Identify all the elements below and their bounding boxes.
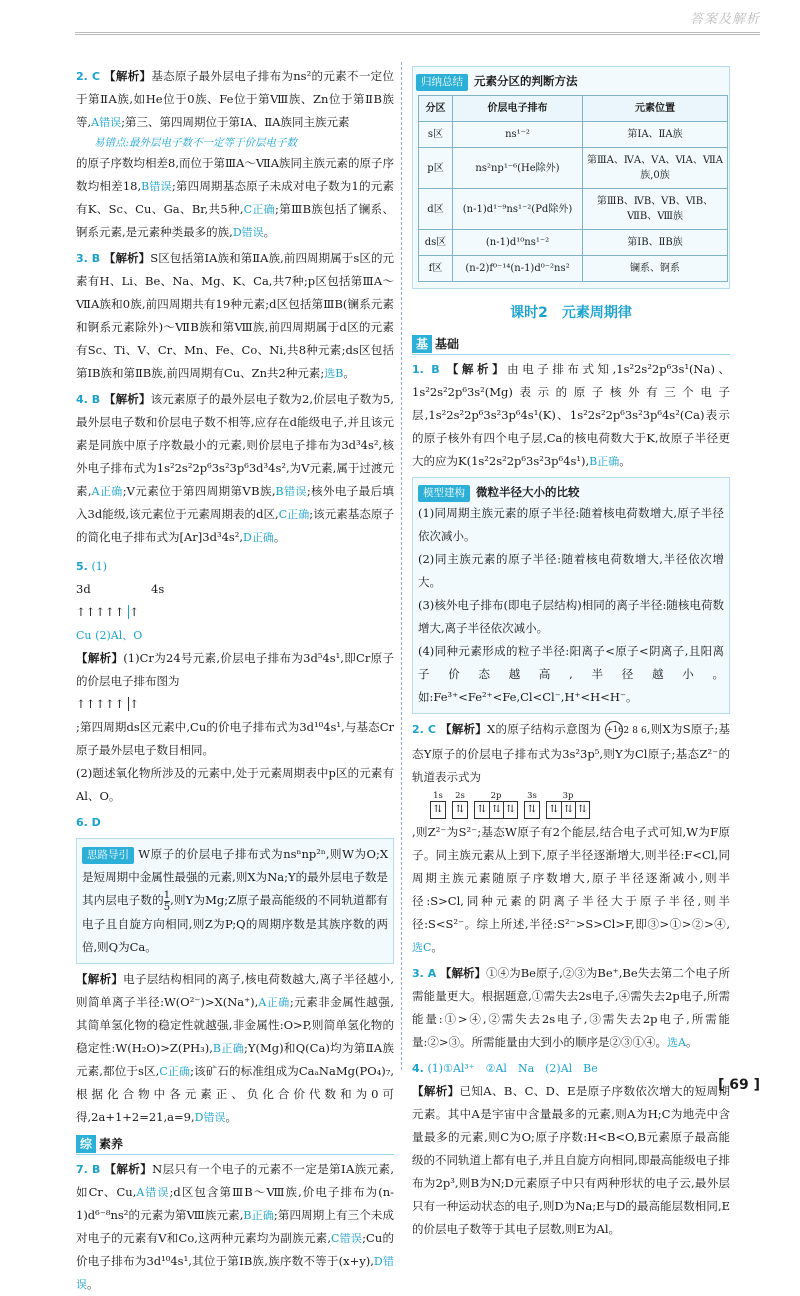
analysis-tag: 【解析】 — [439, 722, 488, 736]
orbital-label: 2s — [455, 791, 465, 801]
text: 已知A、B、C、D、E是原子序数依次增大的短周期元素。其中A是宇宙中含量最多的元素,则A为H;C为地壳中含量最多的元素,则C为O;原子序数:H<B<O,B元素原子最高能级的不同轨道上都有电子,并且自旋方向相同,即最高能级电子排布为2p³,则B为N;D元素原子中只有两种形状的电子云,最外层只有一种运动状态的电子,则D为Na;E与D的最高能层数相同,E的价层电子数等于其电子层数,则E为Al。 — [412, 1084, 730, 1236]
zone-table — [418, 95, 728, 282]
text: ;第四周期ds区元素中,Cu的价电子排布式为3d¹⁰4s¹,与基态Cr原子最外层电子数目相同。 — [76, 720, 394, 757]
question-number: 7. B — [76, 1162, 101, 1176]
pitfall-note: 易错点:最外层电子数不一定等于价层电子数 — [94, 137, 298, 149]
text: ;元素非金属性越强,其简单氢化物的稳定性就越强,非金属性:O>P,则简单氢化物的稳定性:W(H₂O)>Z(PH₃), — [76, 994, 394, 1055]
table-cell: p区 — [419, 148, 453, 189]
analysis-tag: 【解析】 — [412, 1084, 460, 1098]
verdict: B错误 — [275, 485, 307, 498]
table-cell: 元素位置 — [583, 96, 728, 122]
text: ①④为Be原子,②③为Be⁺,Be失去第二个电子所需能量更大。根据题意,①需失去2s电子,④需失去2p电子,所需能量:①>④,②需失去2s电子,③需失去2p电子,所需能量:②>③。所需能量由大到小的顺序是②③①④。 — [412, 966, 730, 1049]
column-divider — [401, 62, 402, 1070]
verdict: C正确 — [243, 203, 276, 216]
table-row — [419, 148, 728, 189]
text: 基态原子最外层电子排布为ns²的元素不一定位于第ⅡA族,如He位于0族、Fe位于第Ⅷ族、Zn位于第ⅡB族等, — [76, 69, 394, 129]
text: ;d区包含第ⅢB～Ⅷ族,价电子排布为(n-1)d⁶⁻⁸ns²的元素为第Ⅷ族元素, — [76, 1184, 394, 1222]
electron-shells: 2 8 6 — [623, 726, 647, 736]
summary-box — [412, 66, 730, 289]
verdict: B正确 — [212, 1041, 244, 1055]
text: ,则Z²⁻为S²⁻;基态W原子有2个能层,结合电子式可知,W为F原子。同主族元素从上到下,原子半径逐渐增大,则半径:F<Cl,同周期主族元素随原子序数增大,原子半径逐渐减小,则半径:S>Cl,同种元素的阴离子半径大于原子半径,则半径:S<S²⁻。综上所述,半径:S²⁻>S>Cl>F,即③>①>②>④, — [412, 825, 730, 931]
verdict: A错误 — [136, 1185, 170, 1199]
table-cell: d区 — [419, 189, 453, 230]
table-cell: 第ⅠA、ⅡA族 — [583, 122, 728, 148]
question-3-left — [76, 247, 394, 385]
text: ,则Y为Mg;Z原子最高能级的不同轨道都有电子且自旋方向相同,则Z为P;Q的周期序数是其族序数的两倍,则Q为Ca。 — [82, 893, 389, 954]
verdict: C错误 — [331, 1231, 363, 1245]
question-2-right-cont — [412, 821, 730, 959]
question-5-answer — [76, 555, 394, 578]
verdict: B错误 — [141, 180, 172, 193]
section-tag: 基 — [412, 335, 432, 353]
text: 。 — [263, 225, 276, 239]
orbital-label: 3d — [76, 582, 91, 596]
text: 由电子排布式知,1s²2s²2p⁶3s¹(Na)、1s²2s²2p⁶3s²(Mg)表示的原子核外有三个电子层,1s²2s²2p⁶3s²3p⁶4s¹(K)、1s²2s²2p⁶3s²3p⁶4s²(Ca)表示的原子核外有四个电子层,Ca的核电荷数大于K,故原子半径更大的应为K(1s²2s²2p⁶3s²3p⁶4s¹), — [412, 362, 731, 468]
table-row — [419, 189, 728, 230]
guide-box — [76, 838, 394, 964]
section-name: 基础 — [435, 337, 460, 351]
text: 。 — [273, 530, 286, 544]
atom-nucleus: +16 — [605, 721, 623, 739]
table-cell: (n-1)d¹⁻⁹ns¹⁻²(Pd除外) — [453, 189, 583, 230]
verdict: B正确 — [243, 1208, 274, 1222]
fraction-numerator: 1 — [163, 889, 171, 901]
analysis-tag: 【解析】 — [104, 69, 152, 83]
model-item: (2)同主族元素的原子半径:随着核电荷数增大,半径依次增大。 — [418, 552, 724, 589]
model-title: 微粒半径大小的比较 — [476, 485, 580, 499]
answer-text: (1)①Al³⁺ ②Al Na (2)Al Be — [427, 1062, 598, 1075]
table-cell: 分区 — [419, 96, 453, 122]
question-2-right — [412, 718, 730, 789]
text: 。 — [87, 1276, 99, 1291]
table-cell: 镧系、锕系 — [583, 256, 728, 282]
table-cell: (n-2)f⁰⁻¹⁴(n-1)d⁰⁻²ns² — [453, 256, 583, 282]
table-header-row — [419, 96, 728, 122]
text: (1)Cr为24号元素,价层电子排布为3d⁵4s¹,即Cr原子的价层电子排布图为 — [76, 651, 394, 688]
table-row — [419, 230, 728, 256]
text: 电子层结构相同的离子,核电荷数越大,离子半径越小,则简单离子半径:W(O²⁻)>X(Na⁺), — [76, 971, 395, 1009]
verdict: D正确 — [243, 531, 274, 544]
verdict: 选B — [324, 367, 344, 380]
model-item: (4)同种元素形成的粒子半径:阳离子<原子<阴离子,且阳离子价态越高,半径越小。如:Fe³⁺<Fe²⁺<Fe,Cl<Cl⁻,H⁺<H<H⁻。 — [418, 644, 724, 704]
text: 。 — [431, 940, 443, 954]
left-column: 2. C 【解析】基态原子最外层电子排布为ns²的元素不一定位于第ⅡA族,如He位于0族、Fe位于第Ⅷ族、Zn位于第ⅡB族等,A错误;第三、第四周期位于第ⅠA、ⅡA族同主族元素 易错点:最外层电子数不一定等于价层电子数 的原子序数均相差8,而位于第ⅢA～ⅦA族同主族元素的原子序数均相差18,B错误;第四周期基态原子未成对电子数为1的元素有K、Sc、Cu、Ga、Br,共5种,C正确;第ⅢB族包括了镧系、锕系元素,是元素种类最多的族,D错误。 3. B 【解析】S区包括第ⅠA族和第ⅡA族,前四周期属于s区的元素有H、Li、Be、Na、Mg、K、Ca,共7种;p区包括第ⅢA～ⅦA族和0族,前四周期共有19种元素;d区包括第ⅢB(镧系元素和锕系元素除外)～ⅦB族和第Ⅷ族,前四周期属于d区的元素有Sc、Ti、V、Cr、Mn、Fe、Co、Ni,共8种元素;ds区包括第ⅠB族和第ⅡB族,前四周期有Cu、Zn共2种元素;选B。 4. B 【解析】该元素原子的最外层电子数为2,价层电子数为5,最外层电子数和价层电子数不相等,应存在d能级电子,并且该元素是同族中原子序数最小的元素,则价层电子排布为3d³4s²,核外电子排布式为1s²2s²2p⁶3s²3p⁶3d³4s²,为V元素,属于过渡元素,A正确;V元素位于第四周期第ⅤB族,B错误;核外电子最后填入3d能级,该元素位于元素周期表的d区,C正确;该元素基态原子的简化电子排布式为[Ar]3d³4s²,D正确。 5. (1) 3d 4s ↑↑↑↑↑ ↑ Cu (2)Al、O 【解析】(1)Cr为24号元素,价层电子排布为3d⁵4s¹,即Cr原子的价层电子排布图为 ↑↑↑↑↑ ↑ ;第四周期ds区元素中,Cu的价电子排布式为3d¹⁰4s¹,与基态Cr原子最外层电子数目相同。 (2)题述氧化物所涉及的元素中,处于元素周期表中p区的元素有Al、O。 6. D 思路导引 W原子的价层电子排布式为nsⁿnp²ⁿ,则W为O;X是短周期中金属性最强的元素,则X为Na;Y的最外层电子数是其内层电子数的 $\frac{1}{5}$,则Y为Mg;Z原子最高能级的不同轨道都有电子且自旋方向相同,则Z为P;Q的周期序数是其族序数的两倍,则Q为Ca。 【解析】电子层结构相同的离子,核电荷数越大,离子半径越小,则简单离子半径:W(O²⁻)>X(Na⁺),A正确;元素非金属性越强,其简单氢化物的稳定性就越强,非金属性:O>P,则简单氢化物的稳定性:W(H₂O)>Z(PH₃),B正确;Y(Mg)和Q(Ca)均为第ⅡA族元素,都位于s区,C正确;该矿石的标准组成为CaₐNaMg(PO₄)₇,根据化合物中各元素正、负化合价代数和为0可得,2a+1+2=21,a=9,D错误。 综 素养 7. B 【解析】N层只有一个电子的元素不一定是第ⅠA族元素,如Cr、Cu,A错误;d区包含第ⅢB～Ⅷ族,价电子排布为(n-1)d⁶⁻⁸ns²的元素为第Ⅷ族元素,B正确;第四周期上有三个未成对电子的元素有V和Co,这两种元素均为副族元素,C错误;Cu的价电子排布为3d¹⁰4s¹,其位于第ⅠB族,族序数不等于(x+y),D错误。 — [76, 62, 394, 1296]
text: ;第四周期基态原子未成对电子数为1的元素有K、Sc、Cu、Ga、Br,共5种, — [76, 179, 394, 216]
section-tag: 综 — [76, 1135, 96, 1153]
orbital-label: 3p — [562, 791, 574, 801]
orbital-1s: 1s ⇅ — [430, 791, 446, 819]
orbital-label: 2p — [490, 791, 502, 801]
text: ;该元素基态原子的简化电子排布式为[Ar]3d³4s², — [76, 507, 394, 544]
question-1-right — [412, 358, 730, 473]
analysis-tag: 【解析】 — [76, 971, 124, 986]
fraction-denominator: 5 — [163, 901, 171, 913]
text: ,则X为S原子;基态Y原子的价层电子排布式为3s²3p⁵,则Y为Cl原子;基态Z²⁻的轨道表示式为 — [412, 722, 731, 784]
analysis-tag: 【解析】 — [446, 362, 508, 376]
section-basic — [412, 334, 730, 355]
question-number: 5. — [76, 560, 88, 573]
orbital-2p: 2p ⇅ ⇅ ⇅ — [474, 791, 518, 819]
text: 该元素原子的最外层电子数为2,价层电子数为5,最外层电子数和价层电子数不相等,应存在d能级电子,并且该元素是同族中原子序数最小的元素,则价层电子排布为3d³4s²,核外电子排布式为1s²2s²2p⁶3s²3p⁶3d³4s²,为V元素,属于过渡元素, — [76, 392, 395, 498]
text: N层只有一个电子的元素不一定是第ⅠA族元素,如Cr、Cu, — [76, 1161, 395, 1199]
orbital-2s: 2s ⇅ — [452, 791, 468, 819]
text: 。 — [685, 1035, 698, 1049]
orbital-label: 1s — [433, 791, 443, 801]
verdict: C正确 — [278, 508, 310, 521]
analysis-tag: 【解析】 — [104, 1161, 153, 1176]
verdict: A错误 — [91, 116, 122, 129]
verdict: 选C — [412, 941, 432, 954]
question-2-left — [76, 65, 394, 134]
question-6-num — [76, 811, 394, 834]
text: ;第三、第四周期位于第ⅠA、ⅡA族同主族元素 — [121, 115, 350, 129]
verdict: C正确 — [159, 1064, 191, 1078]
text: 。 — [619, 454, 631, 468]
analysis-tag: 【解析】 — [104, 392, 151, 406]
text: ;Cu的价电子排布为3d¹⁰4s¹,其位于第ⅠB族,族序数不等于(x+y), — [76, 1230, 394, 1268]
question-3-right — [412, 962, 730, 1054]
verdict: 选A — [667, 1036, 686, 1049]
text: X的原子结构示意图为 — [487, 722, 602, 736]
question-number: 4. B — [76, 393, 101, 406]
orbital-3p: 3p ⇅ ⇅ ⇅ — [546, 791, 590, 819]
text: W原子的价层电子排布式为nsⁿnp²ⁿ,则W为O;X是短周期中金属性最强的元素,则X为Na;Y的最外层电子数是其内层电子数的 — [82, 847, 389, 907]
text: ;V元素位于第四周期第ⅤB族, — [122, 484, 276, 498]
answer-text: (1) — [91, 560, 108, 573]
answer-text: Cu — [76, 629, 92, 642]
model-box — [412, 477, 730, 714]
question-number: 3. B — [76, 252, 101, 265]
question-number: 2. C — [76, 70, 101, 83]
question-number: 6. D — [76, 816, 101, 829]
table-cell: ns²np¹⁻⁶(He除外) — [453, 148, 583, 189]
table-cell: ns¹⁻² — [453, 122, 583, 148]
verdict: D错误 — [76, 1254, 394, 1291]
question-4-answer — [412, 1057, 730, 1080]
question-number: 3. A — [412, 967, 437, 980]
right-column — [412, 62, 730, 1241]
header-title: 答案及解析 — [689, 12, 760, 27]
question-number: 1. B — [412, 363, 440, 376]
analysis-tag: 【解析】 — [76, 651, 124, 665]
model-item: (1)同周期主族元素的原子半径:随着核电荷数增大,原子半径依次减小。 — [418, 506, 724, 543]
orbital-label: 4s — [151, 582, 165, 596]
analysis-tag: 【解析】 — [439, 966, 487, 980]
header-rule — [75, 32, 760, 35]
table-cell: 第ⅢA、ⅣA、ⅤA、ⅥA、ⅦA族,0族 — [583, 148, 728, 189]
question-4-left — [76, 388, 394, 549]
question-5-part2: (2)题述氧化物所涉及的元素中,处于元素周期表中p区的元素有Al、O。 — [76, 766, 394, 803]
verdict: A正确 — [91, 485, 123, 498]
text: ;Y(Mg)和Q(Ca)均为第ⅡA族元素,都位于s区, — [76, 1040, 394, 1078]
table-cell: (n-1)d¹⁰ns¹⁻² — [453, 230, 583, 256]
text: ;第四周期上有三个未成对电子的元素有V和Co,这两种元素均为副族元素, — [76, 1207, 394, 1245]
table-cell: ds区 — [419, 230, 453, 256]
page-number: [ 69 ] — [717, 1077, 760, 1093]
question-number: 4. — [412, 1062, 424, 1075]
verdict: D错误 — [232, 226, 264, 239]
orbital-3s: 3s ⇅ — [524, 791, 540, 819]
question-4-analysis — [412, 1080, 730, 1241]
table-row — [419, 256, 728, 282]
answer-text: (2)Al、O — [95, 629, 143, 642]
text: ;第ⅢB族包括了镧系、锕系元素,是元素种类最多的族, — [76, 202, 394, 239]
summary-title: 元素分区的判断方法 — [474, 74, 578, 88]
text: 。 — [225, 1109, 237, 1124]
orbital-diagram-s2 — [430, 791, 730, 819]
table-cell: f区 — [419, 256, 453, 282]
lesson-title: 课时2 元素周期律 — [510, 305, 632, 321]
guide-tag: 思路导引 — [82, 847, 134, 864]
verdict: D错误 — [194, 1110, 226, 1124]
question-number: 2. C — [412, 723, 437, 736]
text: 。 — [343, 366, 355, 380]
text: ;该矿石的标准组成为CaₐNaMg(PO₄)₇,根据化合物中各元素正、负化合价代数和为0可得,2a+1+2=21,a=9, — [76, 1063, 394, 1124]
text: 的原子序数均相差8,而位于第ⅢA～ⅦA族同主族元素的原子序数均相差18, — [76, 156, 395, 193]
question-2-left-cont — [76, 152, 394, 244]
text: S区包括第ⅠA族和第ⅡA族,前四周期属于s区的元素有H、Li、Be、Na、Mg、K、Ca,共7种;p区包括第ⅢA～ⅦA族和0族,前四周期共有19种元素;d区包括第ⅢB(镧系元素和锕系元素除外)～ⅦB族和第Ⅷ族,前四周期属于d区的元素有Sc、Ti、V、Cr、Mn、Fe、Co、Ni,共8种元素;ds区包括第ⅠB族和第ⅡB族,前四周期有Cu、Zn共2种元素; — [76, 251, 395, 380]
verdict: B正确 — [589, 455, 620, 468]
table-cell: 价层电子排布 — [453, 96, 583, 122]
table-row — [419, 122, 728, 148]
question-5-analysis — [76, 647, 394, 693]
summary-tag: 归纳总结 — [416, 74, 468, 91]
model-tag: 模型建构 — [418, 485, 470, 502]
text: ;核外电子最后填入3d能级,该元素位于元素周期表的d区, — [76, 484, 395, 521]
verdict: A正确 — [258, 995, 290, 1009]
table-cell: 第ⅠB、ⅡB族 — [583, 230, 728, 256]
table-cell: 第ⅢB、ⅣB、ⅤB、ⅥB、ⅦB、Ⅷ族 — [583, 189, 728, 230]
question-7-left — [76, 1158, 394, 1296]
section-name: 素养 — [99, 1136, 124, 1151]
model-item: (3)核外电子排布(即电子层结构)相同的离子半径:随核电荷数增大,离子半径依次减小。 — [418, 598, 724, 635]
section-literacy — [76, 1134, 394, 1155]
analysis-tag: 【解析】 — [103, 251, 151, 265]
table-cell: s区 — [419, 122, 453, 148]
question-6-analysis — [76, 968, 394, 1129]
orbital-label: 3s — [527, 791, 537, 801]
